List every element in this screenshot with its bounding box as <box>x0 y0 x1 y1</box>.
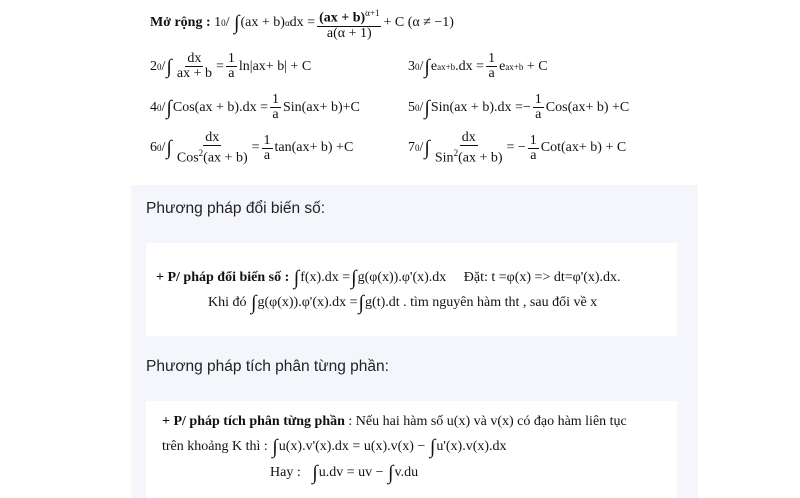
section-1-card <box>146 243 677 336</box>
integral-icon: ∫ <box>166 96 172 119</box>
coef-den: a <box>488 66 495 81</box>
section-1-line-1 <box>156 268 621 288</box>
integral-icon: ∫ <box>272 436 278 458</box>
integral-icon: ∫ <box>358 292 365 314</box>
formula-6-fraction <box>175 131 250 166</box>
coef-num: 1 <box>529 132 537 148</box>
section-2-line-3-expr-a: u.dv = uv − <box>318 465 384 480</box>
formula-5-tail: Cos(ax+ b) +C <box>545 99 630 115</box>
section-2-line-2-expr-a: u(x).v'(x).dx = u(x).v(x) − <box>278 439 426 454</box>
formula-index: 5 <box>408 99 415 115</box>
formula-1-integrand: (ax + b) <box>240 15 285 31</box>
formula-4-lhs: Cos(ax + b).dx = <box>172 99 268 115</box>
section-2-line-3-expr-b: v.du <box>394 465 419 480</box>
formula-3-e-exp: ax+b <box>505 61 524 72</box>
formula-7-den <box>433 146 505 166</box>
coef-den: a <box>228 66 235 81</box>
formula-3-integrand: e <box>430 58 438 74</box>
section-1-bold-label: + P/ pháp đổi biến số : <box>156 270 290 285</box>
coef-fraction <box>270 93 281 122</box>
section-2-line-3 <box>270 463 418 483</box>
section-2-card <box>146 401 677 498</box>
formula-1-fraction <box>317 6 381 41</box>
coef-den: a <box>535 107 542 122</box>
section-1-heading: Phương pháp đổi biến số: <box>146 200 326 217</box>
mo-rong-label: Mở rộng <box>150 15 203 31</box>
integral-icon: ∫ <box>166 55 172 78</box>
formula-2: 2 0 / ∫ $\frac{dx}{ax + b}$ = $\frac{1}{a}$ ln|ax+ b| + C <box>150 51 312 81</box>
degree-mark: 0 <box>157 102 162 113</box>
formula-6: 6 0 / ∫ $\frac{dx}{Cos^2(ax + b)}$ = $\frac{1}{a}$ tan(ax+ b) +C <box>150 130 354 166</box>
formula-3-e: e <box>499 58 506 74</box>
coef-fraction <box>533 93 544 122</box>
degree-mark: 0 <box>415 102 420 113</box>
section-2-bold-label: + P/ pháp tích phân từng phần <box>162 414 345 429</box>
colon: : <box>202 15 215 31</box>
equals: = <box>251 140 260 156</box>
section-2-line-3-pre: Hay : <box>270 465 301 480</box>
formula-2-tail: ln|ax+ b| + C <box>238 58 312 74</box>
coef-num: 1 <box>534 92 542 107</box>
formula-index: 1 <box>214 15 222 31</box>
formula-6-den-fn: Cos <box>176 150 199 166</box>
formula-6-den-exp: 2 <box>198 148 204 158</box>
integral-icon: ∫ <box>424 96 430 119</box>
formula-3: 3 0 / ∫ e ax+b .dx = $\frac{1}{a}$ e ax+b + C <box>408 51 548 81</box>
integral-icon: ∫ <box>424 137 430 160</box>
coef-fraction <box>226 52 237 81</box>
formula-5: 5 0 / ∫ Sin(ax + b).dx =− $\frac{1}{a}$ Cos(ax+ b) +C <box>408 92 630 122</box>
formula-7-tail: Cot(ax+ b) + C <box>540 140 627 156</box>
formula-7-den-exp: 2 <box>453 148 459 158</box>
formula-index: 7 <box>408 140 415 156</box>
coef-fraction <box>262 134 273 163</box>
degree-mark: 0 <box>415 143 420 154</box>
integral-icon: ∫ <box>312 462 318 484</box>
formula-2-num: dx <box>187 51 202 66</box>
formula-4: 4 0 / ∫ Cos(ax + b).dx = $\frac{1}{a}$ Sin(ax+ b)+C <box>150 92 360 122</box>
formula-1-exp: α <box>284 18 290 29</box>
formula-2-fraction <box>175 52 214 81</box>
formula-6-tail: tan(ax+ b) +C <box>274 140 354 156</box>
formula-7-num: dx <box>461 130 476 145</box>
formula-3-exp: ax+b <box>437 61 456 72</box>
section-1-expr-a: f(x).dx = <box>300 270 351 285</box>
formula-1: Mở rộng : 1 0 / ∫ (ax + b) α dx = $\frac{(ax + b)^{\alpha+1}}{a(\alpha + 1)}$ + C (α ≠ −1) <box>150 8 454 41</box>
integral-icon: ∫ <box>351 267 357 289</box>
section-1-line-2-expr-a: g(φ(x)).φ'(x).dx = <box>257 295 358 310</box>
formula-index: 2 <box>150 58 157 74</box>
coef-fraction <box>528 134 539 163</box>
section-1-substitution: Đặt: t =φ(x) => dt=φ'(x).dx. <box>463 270 621 285</box>
equals: = − <box>506 140 526 156</box>
section-1-line-2-expr-b: g(t).dt <box>365 295 400 310</box>
formula-6-den <box>175 146 250 166</box>
section-2-heading: Phương pháp tích phân từng phần: <box>146 358 389 375</box>
integral-icon: ∫ <box>234 12 240 35</box>
degree-mark: 0 <box>157 143 162 154</box>
coef-den: a <box>263 147 271 163</box>
coef-num: 1 <box>488 51 496 66</box>
coef-num: 1 <box>263 132 271 148</box>
coef-num: 1 <box>227 51 235 66</box>
integral-icon: ∫ <box>166 137 172 160</box>
section-1-line-2 <box>208 293 597 313</box>
integral-icon: ∫ <box>293 267 300 289</box>
section-2-line-1-tail: : Nếu hai hàm số u(x) và v(x) có đạo hàm liên tục <box>348 414 627 429</box>
section-2-line-1 <box>162 414 627 430</box>
degree-mark: 0 <box>415 61 420 72</box>
degree-mark: 0 <box>221 18 226 29</box>
formula-5-lhs: Sin(ax + b).dx =− <box>430 99 531 115</box>
formula-6-den-arg: (ax + b) <box>203 150 248 166</box>
formula-7: 7 0 / ∫ $\frac{dx}{Sin^2(ax + b)}$ = − $\frac{1}{a}$ Cot(ax+ b) + C <box>408 130 627 166</box>
section-2-line-2-pre: trên khoảng K thì : <box>162 439 268 454</box>
degree-mark: 0 <box>157 61 162 72</box>
integral-icon: ∫ <box>251 292 257 314</box>
section-1-expr-b: g(φ(x)).φ'(x).dx <box>357 270 447 285</box>
coef-den: a <box>272 107 279 122</box>
section-1-line-2-pre: Khi đó <box>208 295 247 310</box>
coef-num: 1 <box>272 92 279 107</box>
formula-index: 3 <box>408 58 415 74</box>
coef-fraction <box>486 52 497 81</box>
formula-3-mid: .dx = <box>455 58 485 74</box>
integral-icon: ∫ <box>429 436 436 458</box>
section-2-line-2 <box>162 437 507 457</box>
coef-den: a <box>530 147 537 163</box>
formula-3-tail: + C <box>526 58 548 74</box>
section-2-line-2-expr-b: u'(x).v(x).dx <box>436 439 507 454</box>
integral-icon: ∫ <box>388 462 394 484</box>
equals: = <box>215 58 224 74</box>
section-1-line-2-tail: . tìm nguyên hàm tht , sau đổi về x <box>403 295 598 310</box>
formula-7-fraction <box>433 131 505 166</box>
formula-index: 4 <box>150 99 157 115</box>
formula-4-tail: Sin(ax+ b)+C <box>283 99 360 115</box>
formula-1-num-exp: α+1 <box>365 8 380 18</box>
integral-icon: ∫ <box>424 55 430 78</box>
formula-1-num: (ax + b) <box>319 10 366 26</box>
formula-1-den: a(α + 1) <box>326 25 372 41</box>
formula-7-den-arg: (ax + b) <box>458 150 503 166</box>
formula-7-den-fn: Sin <box>434 150 454 166</box>
formula-1-tail: + C (α ≠ −1) <box>383 15 454 31</box>
formula-6-num: dx <box>205 130 220 145</box>
formula-2-den: ax + b <box>176 66 212 81</box>
formula-index: 6 <box>150 140 157 156</box>
formula-1-dx: dx = <box>289 15 316 31</box>
